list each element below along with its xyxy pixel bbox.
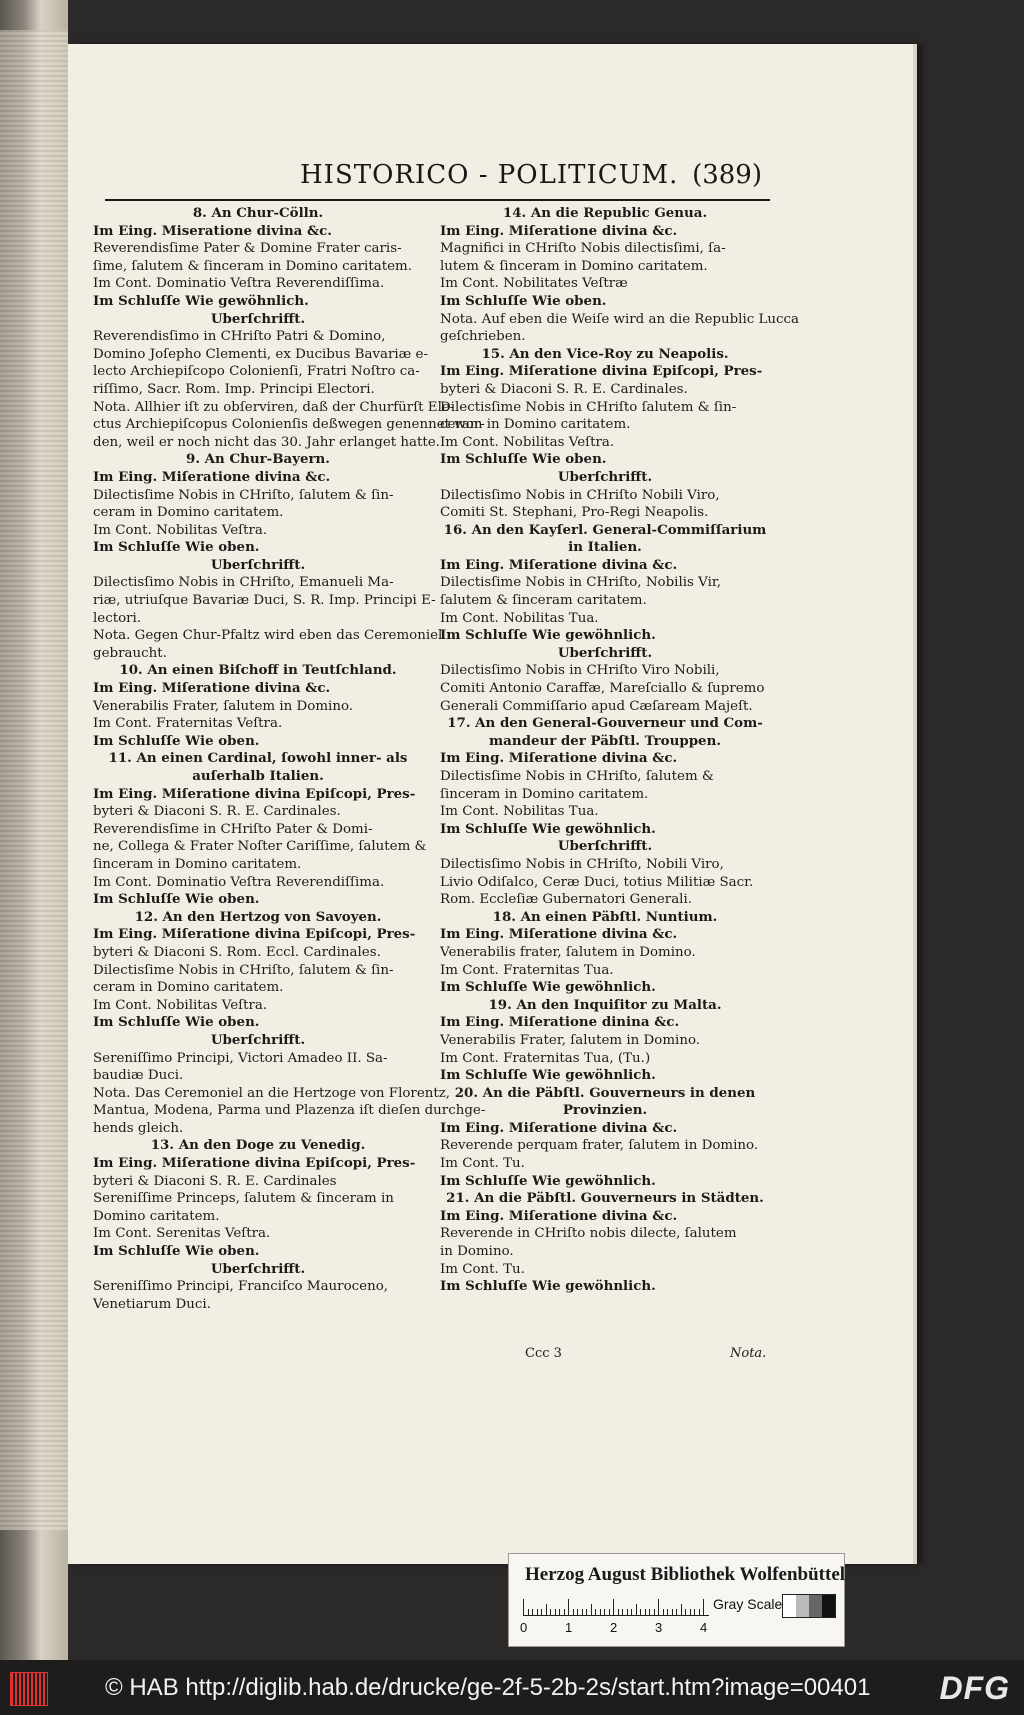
text-line: Domino caritatem. bbox=[93, 1208, 220, 1224]
text-line: Im Eing. Miſeratione divina Epiſcopi, Pres- bbox=[93, 1155, 416, 1172]
text-line: Dilectisſimo Nobis in CHriſto, Emanueli Ma- bbox=[93, 575, 394, 591]
ruler-tick bbox=[618, 1609, 619, 1615]
ruler-tick bbox=[523, 1599, 524, 1615]
text-line: Im Cont. Tu. bbox=[440, 1156, 525, 1172]
text-line: ſinceram in Domino caritatem. bbox=[93, 856, 302, 872]
ruler-tick bbox=[663, 1609, 664, 1615]
text-line: Im Schluſſe Wie oben. bbox=[93, 1243, 260, 1260]
text-line: Im Schluſſe Wie oben. bbox=[93, 891, 260, 908]
text-line: Im Cont. Nobilitas Tua. bbox=[440, 804, 599, 820]
ruler-tick bbox=[699, 1609, 700, 1615]
text-line: 15. An den Vice-Roy zu Neapolis. bbox=[481, 345, 729, 362]
text-line: Reverendisſime in CHriſto Pater & Domi- bbox=[93, 821, 373, 837]
text-line: Im Cont. Tu. bbox=[440, 1261, 525, 1277]
text-line: Comiti St. Stephani, Pro-Regi Neapolis. bbox=[440, 505, 709, 521]
text-line: Uberſchrifft. bbox=[557, 838, 653, 855]
ruler-tick bbox=[595, 1609, 596, 1615]
text-line: Uberſchrifft. bbox=[210, 1031, 306, 1048]
text-line: Dilectisſime Nobis in CHriſto, ſalutem & bbox=[440, 769, 714, 784]
ruler-tick bbox=[564, 1609, 565, 1615]
text-line: Domino Joſepho Clementi, ex Ducibus Bavariæ e- bbox=[93, 346, 428, 362]
text-line: Im Eing. Miſeratione divina Epiſcopi, Pres- bbox=[93, 926, 416, 943]
text-line: lectori. bbox=[93, 610, 142, 626]
text-line: Dilectisſime Nobis in CHriſto, ſalutem & ſin- bbox=[93, 487, 394, 503]
text-line: Sereniſſimo Principi, Victori Amadeo II. Sa- bbox=[93, 1050, 388, 1066]
text-line: Sereniſſimo Principi, Franciſco Mauroceno, bbox=[93, 1279, 389, 1295]
text-line: Im Cont. Serenitas Veſtra. bbox=[93, 1226, 271, 1242]
text-line: Im Eing. Miſeratione divina &c. bbox=[440, 926, 678, 943]
ruler-tick bbox=[649, 1609, 650, 1615]
book-binding-edge bbox=[0, 0, 68, 1660]
text-line: 9. An Chur-Bayern. bbox=[186, 451, 330, 468]
text-line: Dilectisſimo Nobis in CHriſto Nobili Viro, bbox=[440, 487, 720, 503]
text-line: mandeur der Päbſtl. Trouppen. bbox=[489, 732, 721, 749]
ruler-digit: 4 bbox=[700, 1620, 708, 1635]
text-line: byteri & Diaconi S. Rom. Eccl. Cardinales. bbox=[93, 944, 381, 960]
text-line: 8. An Chur-Cölln. bbox=[192, 205, 324, 221]
text-line: Im Schluſſe Wie gewöhnlich. bbox=[440, 820, 656, 837]
text-line: Nota. Auf eben die Weiſe wird an die Republic Lucca bbox=[440, 311, 799, 327]
text-line: byteri & Diaconi S. R. E. Cardinales. bbox=[440, 381, 688, 397]
ruler-digit: 1 bbox=[565, 1620, 573, 1635]
text-line: ſinceram in Domino caritatem. bbox=[440, 786, 649, 802]
text-line: Im Cont. Nobilitas Veſtra. bbox=[93, 522, 268, 538]
text-line: Im Schluſſe Wie oben. bbox=[440, 451, 607, 468]
text-line: Dilectisſimo Nobis in CHriſto Viro Nobili, bbox=[440, 663, 720, 679]
text-line: hends gleich. bbox=[93, 1120, 184, 1136]
text-line: in Domino. bbox=[440, 1244, 514, 1260]
ruler-digit: 2 bbox=[610, 1620, 618, 1635]
text-line: Im Schluſſe Wie gewöhnlich. bbox=[440, 1278, 656, 1295]
text-line: ctus Archiepiſcopus Colonienſis deßwegen genennet wor- bbox=[93, 417, 485, 433]
ruler-tick bbox=[636, 1604, 637, 1615]
text-line: riæ, utriuſque Bavariæ Duci, S. R. Imp. Principi E- bbox=[93, 593, 436, 609]
viewer-footer-bar bbox=[0, 1660, 1024, 1715]
text-line: lecto Archiepiſcopo Colonienſi, Fratri Noſtro ca- bbox=[93, 364, 420, 380]
text-line: Magnifici in CHriſto Nobis dilectisſimi, ſa- bbox=[440, 241, 726, 257]
text-line: Rom. Eccleſiæ Gubernatori Generali. bbox=[440, 892, 693, 908]
text-line: Nota. Das Ceremoniel an die Hertzoge von Florentz, bbox=[93, 1085, 451, 1101]
ruler-tick bbox=[681, 1604, 682, 1615]
text-line: 20. An die Päbſtl. Gouverneurs in denen bbox=[454, 1084, 756, 1101]
text-line: 14. An die Republic Genua. bbox=[502, 205, 708, 221]
text-line: Dilectisſime Nobis in CHriſto ſalutem & ſin- bbox=[440, 399, 737, 415]
ruler-tick bbox=[654, 1609, 655, 1615]
text-line: Im Eing. Miſeratione divina &c. bbox=[440, 1207, 678, 1224]
ruler-digit: 3 bbox=[655, 1620, 663, 1635]
text-line: Im Schluſſe Wie oben. bbox=[93, 732, 260, 749]
ruler-tick bbox=[622, 1609, 623, 1615]
ruler-tick bbox=[627, 1609, 628, 1615]
text-line: Reverendisſimo in CHriſto Patri & Domino, bbox=[93, 329, 386, 345]
ruler-tick bbox=[546, 1604, 547, 1615]
text-line: Im Eing. Miseratione divina &c. bbox=[93, 222, 332, 239]
text-line: ceram in Domino caritatem. bbox=[93, 505, 284, 521]
gray-scale-swatch bbox=[782, 1594, 836, 1618]
signature-mark: Ccc 3 bbox=[525, 1346, 562, 1361]
source-url-link[interactable]: © HAB http://diglib.hab.de/drucke/ge-2f-5-2b-2s/start.htm?image=00401 bbox=[105, 1674, 871, 1701]
text-line: Im Cont. Fraternitas Tua. bbox=[440, 962, 614, 978]
ruler-tick bbox=[577, 1609, 578, 1615]
ruler-tick bbox=[613, 1599, 614, 1615]
text-line: ceram in Domino caritatem. bbox=[440, 417, 631, 433]
text-line: Im Eing. Miſeratione divina &c. bbox=[93, 468, 331, 485]
text-line: Sereniſſime Princeps, ſalutem & ſinceram in bbox=[93, 1191, 394, 1207]
text-line: Generali Commiſſario apud Cæſaream Majeſt. bbox=[440, 698, 753, 714]
text-line: Im Eing. Miſeratione divina &c. bbox=[440, 222, 678, 239]
text-line: Uberſchrifft. bbox=[210, 310, 306, 327]
text-line: Dilectisſimo Nobis in CHriſto, Nobili Viro, bbox=[440, 856, 724, 872]
ruler-tick bbox=[694, 1609, 695, 1615]
ruler-digit: 0 bbox=[520, 1620, 528, 1635]
text-line: 17. An den General-Gouverneur und Com- bbox=[447, 715, 763, 732]
text-line: Im Cont. Nobilitas Tua. bbox=[440, 610, 599, 626]
text-line: Im Eing. Miſeratione divina Epiſcopi, Pres- bbox=[440, 363, 763, 380]
text-line: baudiæ Duci. bbox=[93, 1068, 184, 1084]
text-line: Im Cont. Dominatio Veſtra Reverendiſſima. bbox=[93, 276, 385, 292]
text-line: Im Eing. Miſeratione divina &c. bbox=[440, 750, 678, 767]
text-line: ceram in Domino caritatem. bbox=[93, 980, 284, 996]
text-line: Im Eing. Miſeratione divina &c. bbox=[93, 680, 331, 697]
ruler-tick bbox=[672, 1609, 673, 1615]
ruler-tick bbox=[532, 1609, 533, 1615]
text-line: Im Schluſſe Wie gewöhnlich. bbox=[440, 1067, 656, 1084]
text-line: Reverende in CHriſto nobis dilecte, ſalutem bbox=[440, 1226, 737, 1242]
text-line: 16. An den Kayſerl. General-Commiſſarium bbox=[443, 521, 767, 538]
text-line: Im Cont. Dominatio Veſtra Reverendiſſima. bbox=[93, 874, 385, 890]
ruler-tick bbox=[573, 1609, 574, 1615]
ruler-tick bbox=[559, 1609, 560, 1615]
text-line: Venerabilis Frater, ſalutem in Domino. bbox=[440, 1032, 701, 1048]
ruler-scale bbox=[523, 1599, 709, 1616]
text-line: Im Cont. Nobilitas Veſtra. bbox=[93, 997, 268, 1013]
text-line: Provinzien. bbox=[562, 1102, 648, 1119]
right-text-column bbox=[440, 205, 799, 1296]
ruler-tick bbox=[690, 1609, 691, 1615]
ruler-tick bbox=[676, 1609, 677, 1615]
ruler-tick bbox=[600, 1609, 601, 1615]
ruler-tick bbox=[582, 1609, 583, 1615]
text-line: riſſimo, Sacr. Rom. Imp. Principi Electori. bbox=[93, 381, 375, 397]
text-line: Im Schluſſe Wie gewöhnlich. bbox=[93, 292, 309, 309]
text-line: Im Eing. Miſeratione divina Epiſcopi, Pres- bbox=[93, 785, 416, 802]
text-line: Im Cont. Nobilitates Veſtræ bbox=[440, 276, 628, 292]
ruler-tick bbox=[631, 1609, 632, 1615]
text-line: Im Cont. Fraternitas Veſtra. bbox=[93, 716, 283, 732]
ruler-tick bbox=[645, 1609, 646, 1615]
ruler-tick bbox=[537, 1609, 538, 1615]
catchword: Nota. bbox=[730, 1346, 767, 1361]
text-line: byteri & Diaconi S. R. E. Cardinales bbox=[93, 1173, 337, 1189]
text-line: gebraucht. bbox=[93, 645, 167, 661]
text-line: Im Eing. Miſeratione dinina &c. bbox=[440, 1014, 680, 1031]
text-line: Dilectisſime Nobis in CHriſto, ſalutem & ſin- bbox=[93, 962, 394, 978]
ruler-tick bbox=[640, 1609, 641, 1615]
text-line: Livio Odiſalco, Ceræ Duci, totius Militiæ Sacr. bbox=[440, 874, 754, 890]
text-line: Im Cont. Nobilitas Veſtra. bbox=[440, 434, 615, 450]
text-line: Uberſchrifft. bbox=[557, 468, 653, 485]
text-line: 13. An den Doge zu Venedig. bbox=[150, 1137, 366, 1154]
text-line: Im Schluſſe Wie oben. bbox=[93, 539, 260, 556]
text-line: 19. An den Inquiſitor zu Malta. bbox=[488, 996, 722, 1013]
text-line: Dilectisſime Nobis in CHriſto, Nobilis Vir, bbox=[440, 575, 722, 591]
page-number: (389) bbox=[692, 160, 762, 190]
ruler-tick bbox=[685, 1609, 686, 1615]
text-line: Uberſchrifft. bbox=[210, 1260, 306, 1277]
running-header bbox=[300, 160, 770, 200]
text-line: Im Schluſſe Wie gewöhnlich. bbox=[440, 627, 656, 644]
text-line: in Italien. bbox=[568, 539, 642, 556]
library-name: Herzog August Bibliothek Wolfenbüttel bbox=[525, 1564, 846, 1585]
text-line: Mantua, Modena, Parma und Plazenza iſt dieſen durchge- bbox=[93, 1103, 486, 1119]
text-line: Reverendisſime Pater & Domine Frater caris- bbox=[93, 241, 402, 257]
text-line: Im Cont. Fraternitas Tua, (Tu.) bbox=[440, 1050, 651, 1066]
header-rule bbox=[105, 199, 770, 201]
text-line: 21. An die Päbſtl. Gouverneurs in Städten. bbox=[446, 1190, 764, 1207]
text-line: Im Eing. Miſeratione divina &c. bbox=[440, 1119, 678, 1136]
ruler-tick bbox=[658, 1599, 659, 1615]
text-line: ſalutem & ſinceram caritatem. bbox=[440, 593, 647, 609]
text-line: Im Schluſſe Wie oben. bbox=[440, 292, 607, 309]
text-line: 18. An einen Päbſtl. Nuntium. bbox=[492, 908, 718, 925]
text-line: Reverende perquam frater, ſalutem in Domino. bbox=[440, 1138, 759, 1154]
ruler-tick bbox=[528, 1609, 529, 1615]
gray-scale-label: Gray Scale bbox=[713, 1596, 783, 1612]
ruler-tick bbox=[555, 1609, 556, 1615]
text-line: Venerabilis frater, ſalutem in Domino. bbox=[440, 944, 696, 960]
text-line: Im Schluſſe Wie gewöhnlich. bbox=[440, 1172, 656, 1189]
text-line: Venetiarum Duci. bbox=[93, 1296, 211, 1312]
ruler-tick bbox=[703, 1599, 704, 1615]
text-line: Im Schluſſe Wie oben. bbox=[93, 1014, 260, 1031]
ruler-tick bbox=[667, 1609, 668, 1615]
ruler-tick bbox=[550, 1609, 551, 1615]
text-line: Comiti Antonio Caraffæ, Mareſciallo & ſupremo bbox=[440, 681, 765, 697]
text-line: lutem & ſinceram in Domino caritatem. bbox=[440, 258, 708, 274]
text-line: Im Eing. Miſeratione divina &c. bbox=[440, 556, 678, 573]
color-calibration-stamp bbox=[508, 1553, 845, 1647]
text-line: den, weil er noch nicht das 30. Jahr erlanget hatte. bbox=[93, 434, 440, 450]
dfg-logo: DFG bbox=[939, 1670, 1010, 1706]
ruler-tick bbox=[541, 1609, 542, 1615]
text-line: Venerabilis Frater, ſalutem in Domino. bbox=[93, 698, 354, 714]
text-line: Uberſchrifft. bbox=[210, 556, 306, 573]
text-line: Nota. Gegen Chur-Pfaltz wird eben das Ceremoniel bbox=[93, 628, 443, 644]
ruler-tick bbox=[591, 1604, 592, 1615]
text-line: ſime, ſalutem & ſinceram in Domino caritatem. bbox=[93, 258, 412, 274]
text-line: ne, Collega & Frater Noſter Cariſſime, ſalutem & bbox=[93, 839, 427, 855]
ruler-tick bbox=[604, 1609, 605, 1615]
text-line: geſchrieben. bbox=[440, 329, 526, 345]
text-line: 10. An einen Biſchoff in Teutſchland. bbox=[119, 662, 397, 679]
header-title: HISTORICO - POLITICUM. bbox=[300, 160, 679, 190]
text-line: Nota. Allhier iſt zu obſerviren, daß der Churfürſt Ele- bbox=[93, 399, 455, 415]
text-line: 11. An einen Cardinal, ſowohl inner- als bbox=[108, 750, 408, 767]
ruler-tick bbox=[586, 1609, 587, 1615]
barcode-icon bbox=[10, 1672, 48, 1706]
text-line: Im Schluſſe Wie gewöhnlich. bbox=[440, 979, 656, 996]
text-line: 12. An den Hertzog von Savoyen. bbox=[134, 908, 382, 925]
page-stack bbox=[0, 30, 68, 1530]
text-line: byteri & Diaconi S. R. E. Cardinales. bbox=[93, 804, 341, 820]
text-line: auſerhalb Italien. bbox=[192, 768, 324, 784]
ruler-tick bbox=[609, 1609, 610, 1615]
ruler-tick bbox=[568, 1599, 569, 1615]
text-line: Uberſchrifft. bbox=[557, 644, 653, 661]
